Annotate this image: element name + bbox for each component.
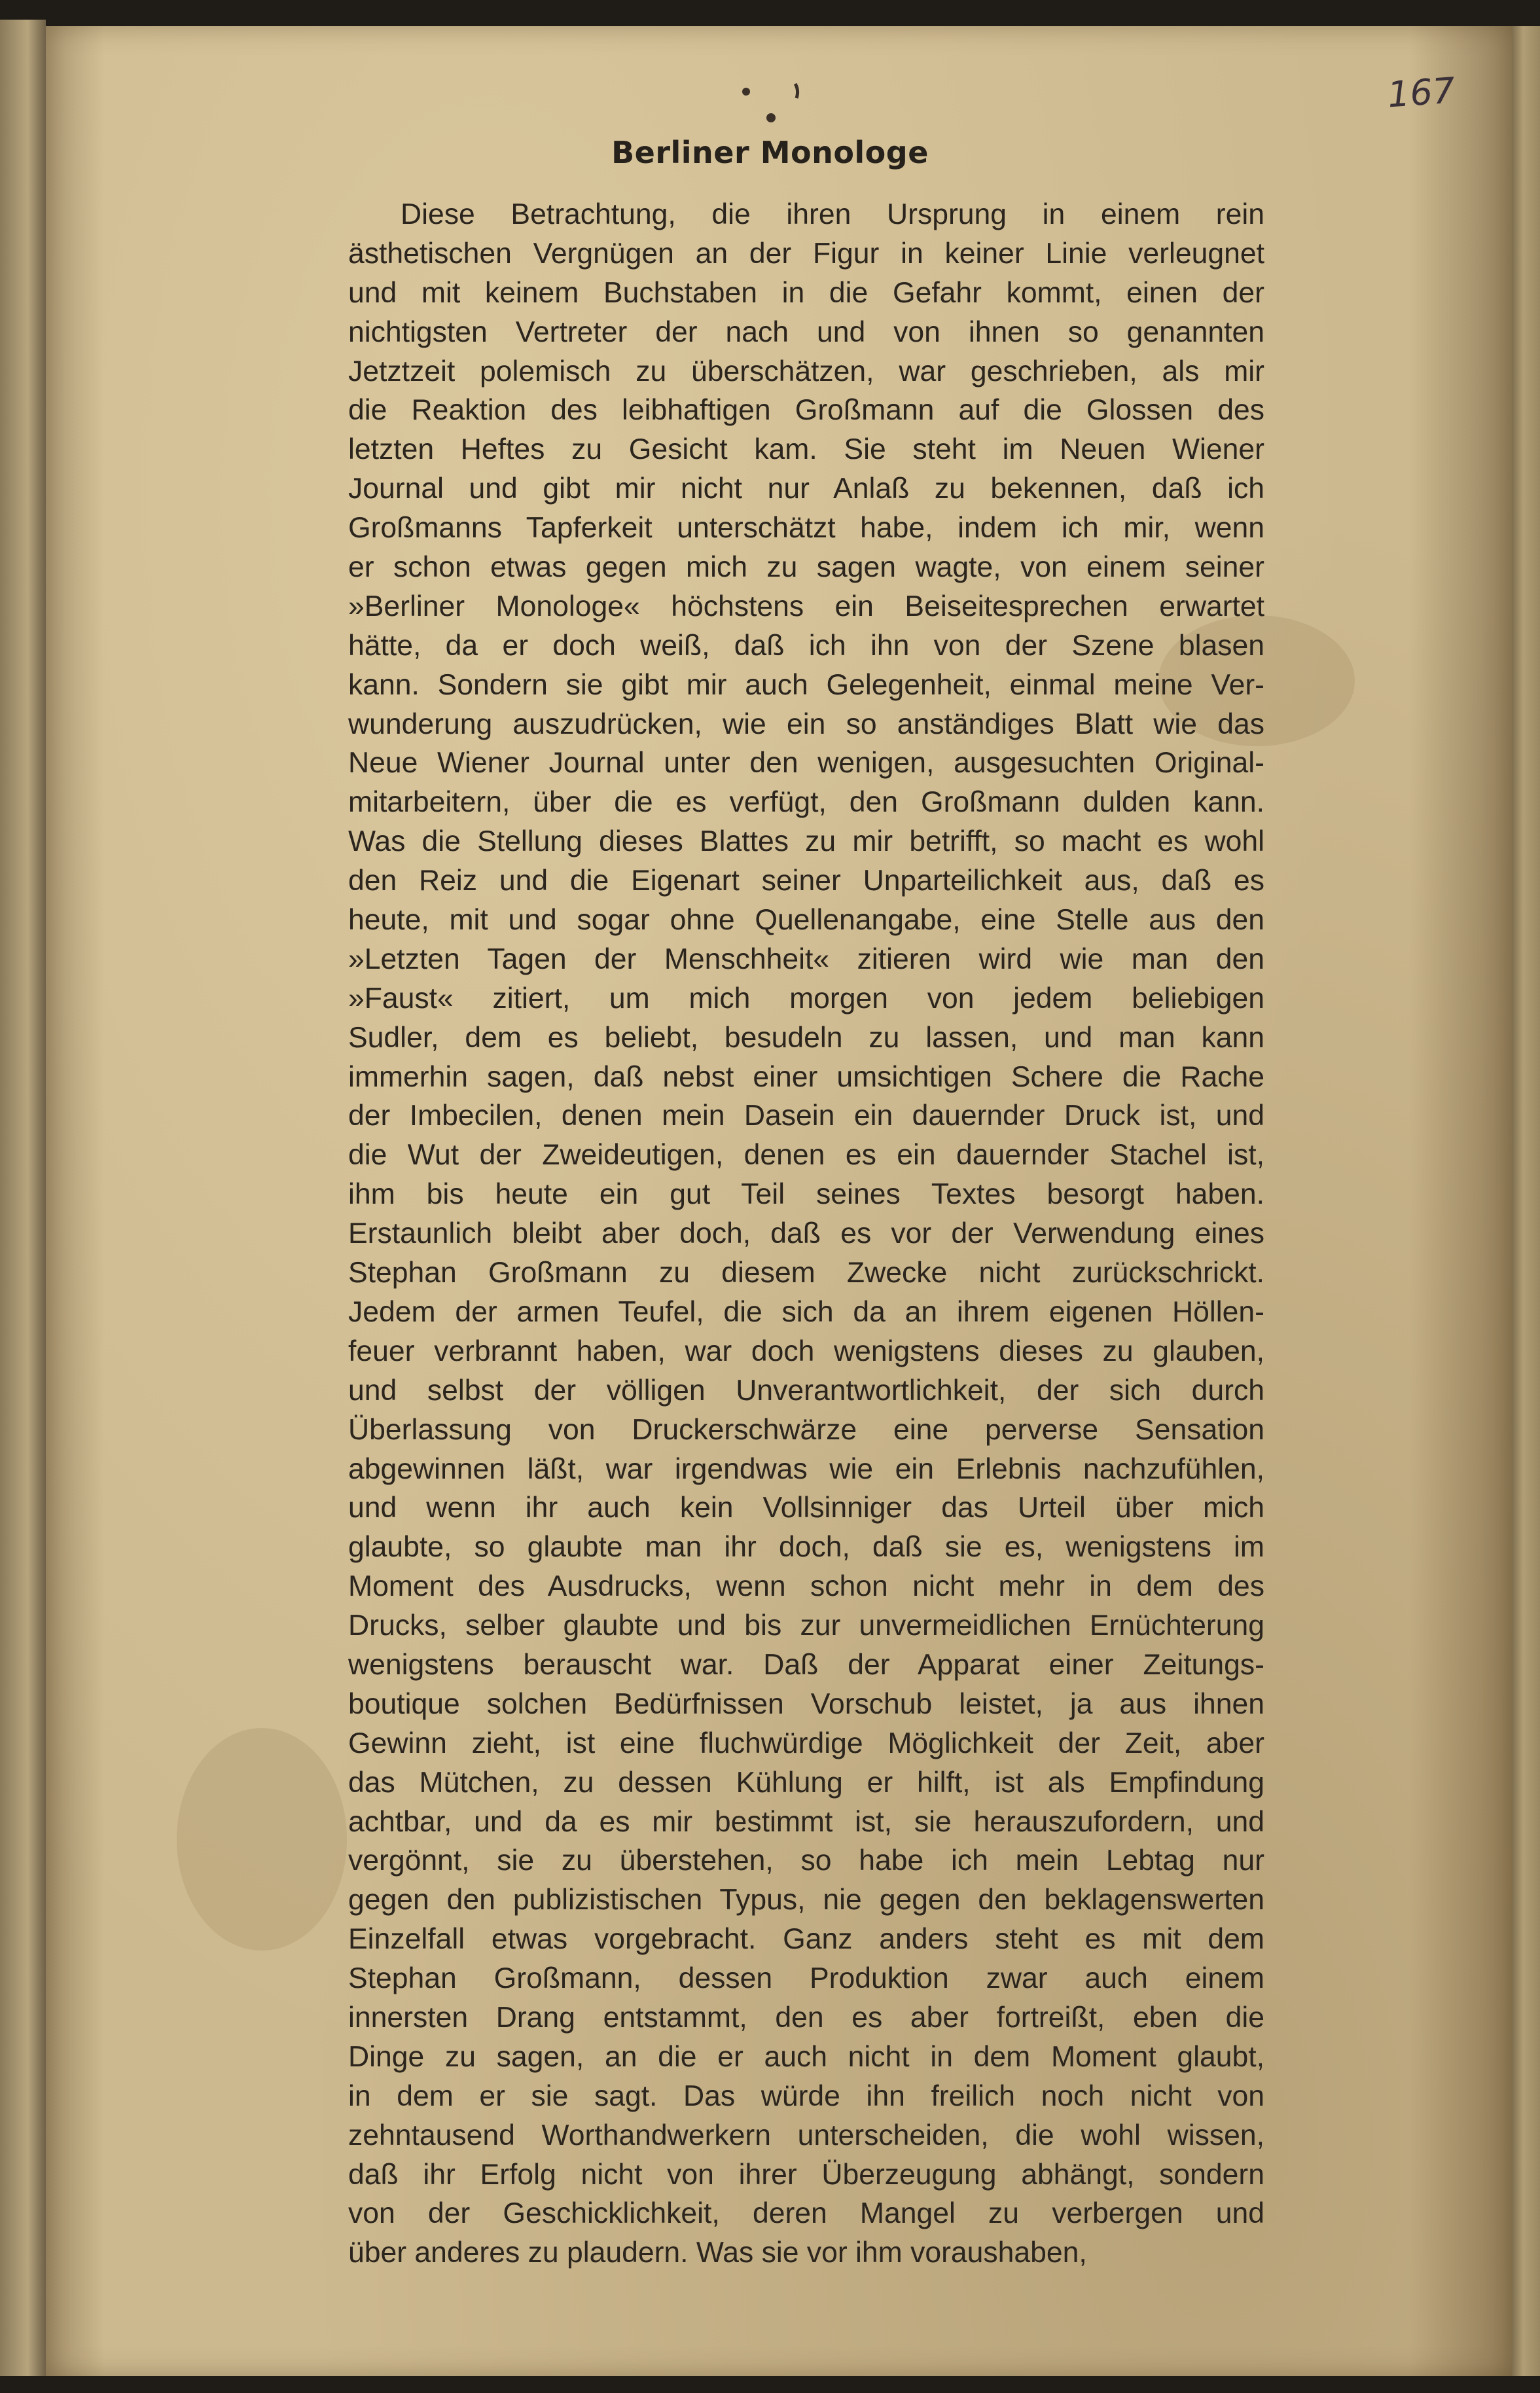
text-line: von der Geschicklichkeit, deren Mangel zu verbergen und: [348, 2197, 1264, 2230]
right-page-edge: [1512, 26, 1540, 2376]
text-line: glaubte, so glaubte man ihr doch, daß sie es, wenigstens im: [348, 1531, 1264, 1564]
body-text: [348, 195, 1264, 2273]
text-line: kann. Sondern sie gibt mir auch Gelegenheit, einmal meine Ver-: [348, 668, 1264, 701]
text-line: der Imbecilen, denen mein Dasein ein dauernder Druck ist, und: [348, 1100, 1264, 1132]
text-line: Stephan Großmann zu diesem Zwecke nicht zurückschrickt.: [348, 1257, 1264, 1289]
text-line: Diese Betrachtung, die ihren Ursprung in einem rein: [401, 198, 1264, 230]
text-line: und wenn ihr auch kein Vollsinniger das Urteil über mich: [348, 1492, 1264, 1524]
page-title: Berliner Monologe: [611, 135, 929, 170]
text-line: Dinge zu sagen, an die er auch nicht in dem Moment glaubt,: [348, 2040, 1264, 2073]
text-line: Einzelfall etwas vorgebracht. Ganz anders steht es mit dem: [348, 1923, 1264, 1956]
text-line: Drucks, selber glaubte und bis zur unvermeidlichen Ernüchterung: [348, 1610, 1264, 1642]
text-line: »Berliner Monologe« höchstens ein Beiseitesprechen erwartet: [348, 590, 1264, 622]
ornament-mark: [726, 72, 818, 131]
text-line: Jetztzeit polemisch zu überschätzen, war geschrieben, als mir: [348, 355, 1264, 387]
text-line: in dem er sie sagt. Das würde ihn freilich noch nicht von: [348, 2079, 1264, 2112]
text-line: wunderung auszudrücken, wie ein so anständiges Blatt wie das: [348, 708, 1264, 740]
text-line: abgewinnen läßt, war irgendwas wie ein Erlebnis nachzufühlen,: [348, 1452, 1264, 1485]
text-line: die Wut der Zweideutigen, denen es ein dauernder Stachel ist,: [348, 1139, 1264, 1172]
text-line: er schon etwas gegen mich zu sagen wagte, von einem seiner: [348, 551, 1264, 584]
text-line: Journal und gibt mir nicht nur Anlaß zu bekennen, daß ich: [348, 473, 1264, 505]
text-line: und selbst der völligen Unverantwortlichkeit, der sich durch: [348, 1374, 1264, 1407]
page-number-handwritten: 167: [1386, 69, 1457, 116]
text-line: achtbar, und da es mir bestimmt ist, sie herauszufordern, und: [348, 1805, 1264, 1838]
text-line: innersten Drang entstammt, den es aber fortreißt, eben die: [348, 2001, 1264, 2034]
text-line: nichtigsten Vertreter der nach und von ihnen so genannten: [348, 315, 1264, 348]
text-line: hätte, da er doch weiß, daß ich ihn von der Szene blasen: [348, 629, 1264, 662]
text-line: Stephan Großmann, dessen Produktion zwar auch einem: [348, 1962, 1264, 1995]
text-line: ästhetischen Vergnügen an der Figur in keiner Linie verleugnet: [348, 237, 1264, 270]
previous-page-edge: [0, 20, 46, 2376]
text-line: Erstaunlich bleibt aber doch, daß es vor der Verwendung eines: [348, 1217, 1264, 1250]
text-line: Gewinn zieht, ist eine fluchwürdige Möglichkeit der Zeit, aber: [348, 1727, 1264, 1759]
text-line: heute, mit und sogar ohne Quellenangabe, eine Stelle aus den: [348, 904, 1264, 937]
text-line: Was die Stellung dieses Blattes zu mir betrifft, so macht es wohl: [348, 825, 1264, 858]
text-line: Neue Wiener Journal unter den wenigen, ausgesuchten Original-: [348, 747, 1264, 780]
text-line: wenigstens berauscht war. Daß der Apparat einer Zeitungs-: [348, 1648, 1264, 1681]
text-line: Moment des Ausdrucks, wenn schon nicht mehr in dem des: [348, 1570, 1264, 1603]
text-line: boutique solchen Bedürfnissen Vorschub leistet, ja aus ihnen: [348, 1687, 1264, 1720]
text-line: Überlassung von Druckerschwärze eine perverse Sensation: [348, 1413, 1264, 1446]
text-line: gegen den publizistischen Typus, nie gegen den beklagenswerten: [348, 1884, 1264, 1916]
text-line: Jedem der armen Teufel, die sich da an ihrem eigenen Höllen-: [348, 1295, 1264, 1328]
text-line: »Faust« zitiert, um mich morgen von jedem beliebigen: [348, 982, 1264, 1015]
text-line: und mit keinem Buchstaben in die Gefahr kommt, einen der: [348, 276, 1264, 309]
text-line: letzten Heftes zu Gesicht kam. Sie steht im Neuen Wiener: [348, 433, 1264, 466]
text-line: den Reiz und die Eigenart seiner Unparteilichkeit aus, daß es: [348, 865, 1264, 897]
text-line: zehntausend Worthandwerkern unterscheiden, die wohl wissen,: [348, 2119, 1264, 2151]
text-line: mitarbeitern, über die es verfügt, den Großmann dulden kann.: [348, 786, 1264, 819]
text-line: das Mütchen, zu dessen Kühlung er hilft, ist als Empfindung: [348, 1766, 1264, 1799]
text-line: immerhin sagen, daß nebst einer umsichtigen Schere die Rache: [348, 1060, 1264, 1093]
text-line: über anderes zu plaudern. Was sie vor ihm voraushaben,: [348, 2237, 1087, 2269]
text-line: ihm bis heute ein gut Teil seines Textes besorgt haben.: [348, 1178, 1264, 1211]
text-line: feuer verbrannt haben, war doch wenigstens dieses zu glauben,: [348, 1335, 1264, 1367]
text-line: die Reaktion des leibhaftigen Großmann auf die Glossen des: [348, 394, 1264, 427]
text-line: vergönnt, sie zu überstehen, so habe ich mein Lebtag nur: [348, 1844, 1264, 1877]
text-line: Großmanns Tapferkeit unterschätzt habe, indem ich mir, wenn: [348, 512, 1264, 545]
text-line: Sudler, dem es beliebt, besudeln zu lassen, und man kann: [348, 1021, 1264, 1054]
text-line: daß ihr Erfolg nicht von ihrer Überzeugung abhängt, sondern: [348, 2158, 1264, 2191]
paper-stain: [177, 1728, 347, 1951]
text-line: »Letzten Tagen der Menschheit« zitieren wird wie man den: [348, 943, 1264, 975]
